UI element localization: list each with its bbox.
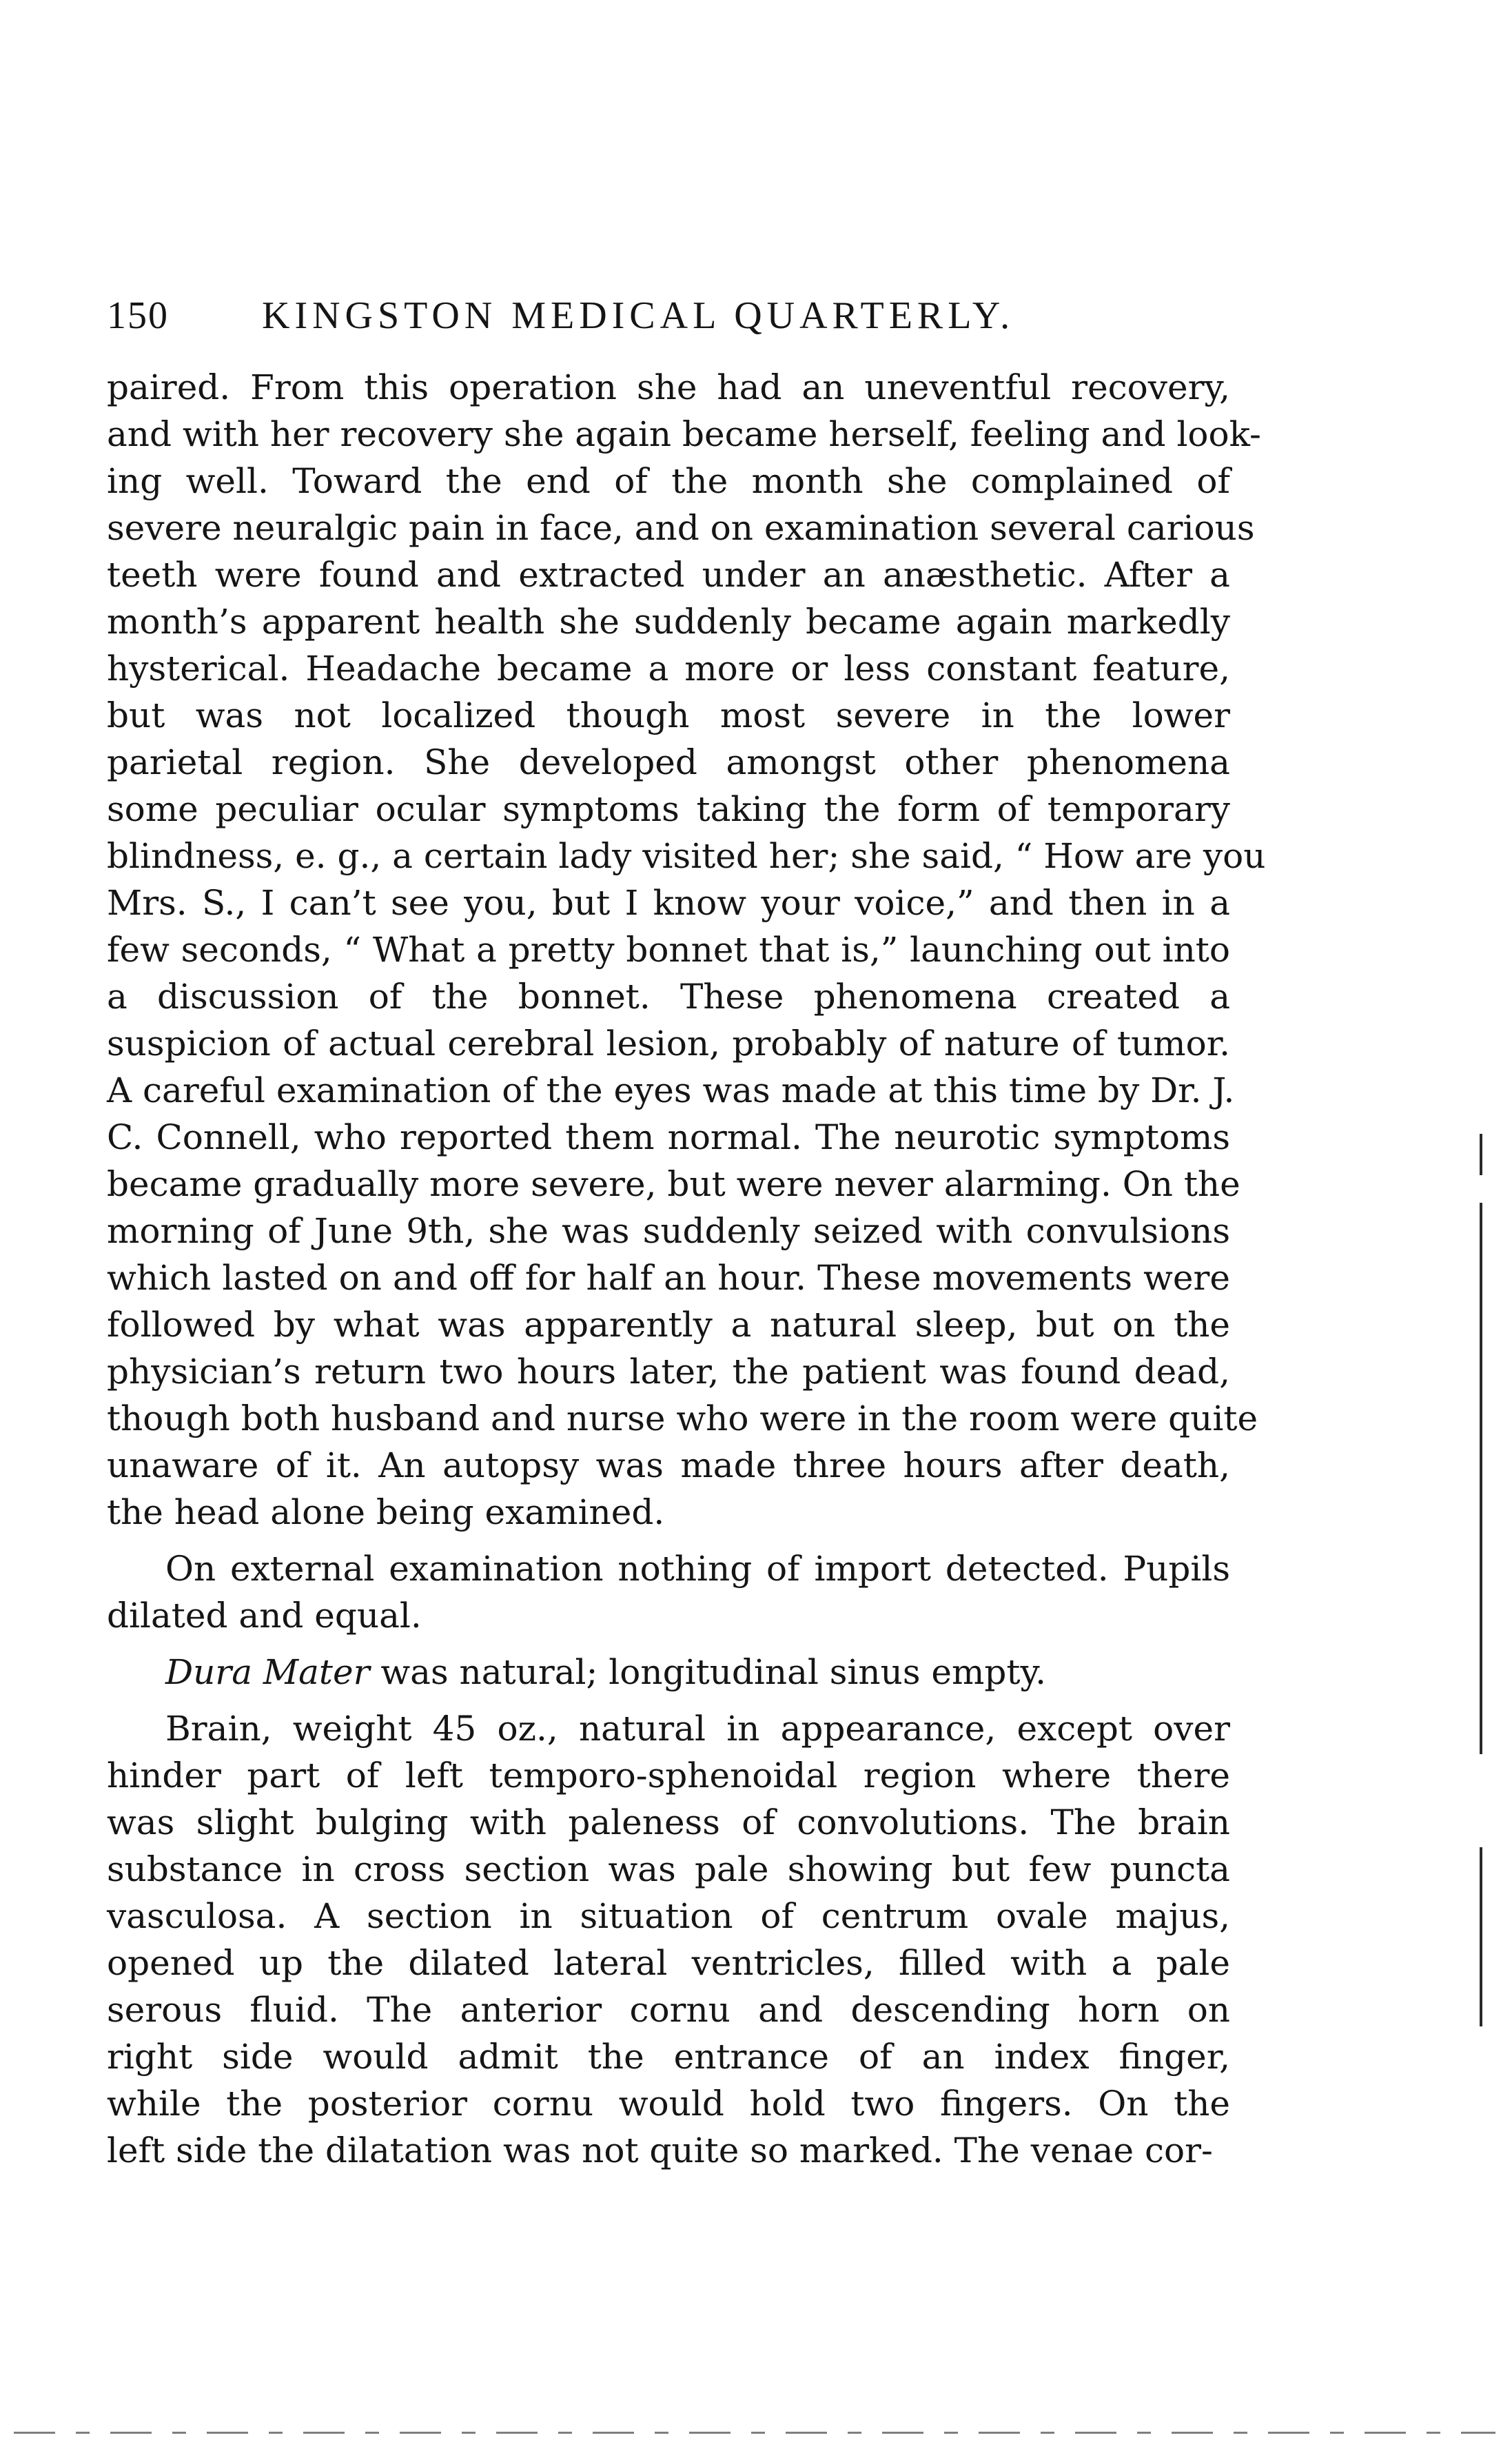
paragraph [107,364,1266,1536]
running-title: KINGSTON MEDICAL QUARTERLY. [262,294,1015,337]
text-line: serous fluid. The anterior cornu and descending horn on [107,1990,1230,2030]
page-number: 150 [107,294,169,337]
text-line: teeth were found and extracted under an anæsthetic. After a [107,555,1230,595]
margin-rule-middle [1480,1203,1482,1754]
text-line: On external examination nothing of import detected. Pupils [165,1549,1230,1589]
page-header [107,288,1058,343]
text-line: paired. From this operation she had an uneventful recovery, [107,367,1230,407]
text-line: vasculosa. A section in situation of centrum ovale majus, [107,1896,1230,1936]
text-line: some peculiar ocular symptoms taking the form of temporary [107,789,1230,829]
italic-lead: Dura Mater [165,1652,370,1692]
line-text: was natural; longitudinal sinus empty. [369,1652,1046,1692]
text-line: blindness, e. g., a certain lady visited her; she said, “ How are you [107,836,1266,876]
text-line: but was not localized though most severe in the lower [107,695,1230,735]
text-line: opened up the dilated lateral ventricles, filled with a pale [107,1943,1230,1983]
text-line: right side would admit the entrance of an index finger, [107,2037,1230,2077]
text-line: ing well. Toward the end of the month she complained of [107,461,1230,501]
text-line: left side the dilatation was not quite so marked. The venae cor- [107,2130,1213,2170]
text-line: became gradually more severe, but were never alarming. On the [107,1164,1240,1204]
paragraph [107,1705,1230,2174]
text-line: hinder part of left temporo-sphenoidal region where there [107,1756,1230,1796]
text-line: Brain, weight 45 oz., natural in appearance, except over [165,1709,1230,1749]
text-line: C. Connell, who reported them normal. The neurotic symptoms [107,1117,1230,1157]
text-line: morning of June 9th, she was suddenly seized with convulsions [107,1211,1230,1251]
text-line: and with her recovery she again became herself, feeling and look- [107,414,1261,454]
text-line: Mrs. S., I can’t see you, but I know your voice,” and then in a [107,883,1230,923]
page-bottom-rule [14,2432,1495,2434]
text-line: was slight bulging with paleness of convolutions. The brain [107,1802,1230,1842]
text-line: unaware of it. An autopsy was made three hours after death, [107,1445,1230,1485]
paragraph [107,1545,1230,1639]
text-line: month’s apparent health she suddenly became again markedly [107,602,1230,642]
paragraph [107,1649,1230,1696]
text-line: severe neuralgic pain in face, and on examination several carious [107,508,1255,548]
text-line [107,1649,1230,1696]
text-line: which lasted on and off for half an hour. These movements were [107,1258,1230,1298]
text-line: followed by what was apparently a natural sleep, but on the [107,1305,1230,1345]
text-line: substance in cross section was pale showing but few puncta [107,1849,1230,1889]
margin-rule-upper [1480,1134,1482,1175]
text-line: while the posterior cornu would hold two fingers. On the [107,2084,1230,2124]
article-body [107,364,1266,2174]
text-line: a discussion of the bonnet. These phenomena created a [107,977,1230,1017]
text-line: the head alone being examined. [107,1492,665,1532]
text-line: parietal region. She developed amongst other phenomena [107,742,1230,782]
margin-rule-lower [1480,1847,1482,2026]
text-line: though both husband and nurse who were in the room were quite [107,1399,1258,1438]
text-line: few seconds, “ What a pretty bonnet that is,” launching out into [107,930,1230,970]
text-line: dilated and equal. [107,1596,422,1636]
text-line: suspicion of actual cerebral lesion, probably of nature of tumor. [107,1024,1230,1064]
text-line: A careful examination of the eyes was made at this time by Dr. J. [107,1070,1235,1110]
text-line: physician’s return two hours later, the patient was found dead, [107,1352,1230,1392]
text-line: hysterical. Headache became a more or less constant feature, [107,649,1230,689]
